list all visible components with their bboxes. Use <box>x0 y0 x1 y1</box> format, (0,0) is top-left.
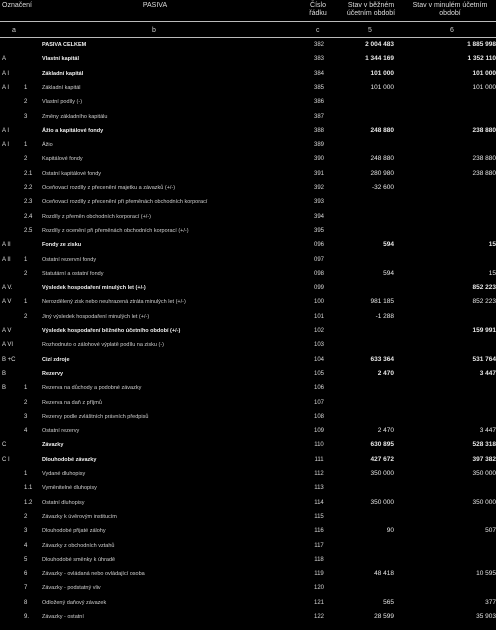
row-number: 122 <box>313 614 324 620</box>
row-previous-value: 507 <box>485 527 496 535</box>
table-row <box>0 496 496 510</box>
row-number: 109 <box>313 428 324 435</box>
row-label: Jiný výsledek hospodaření minulých let (+/-) <box>42 313 150 320</box>
table-row <box>0 181 496 195</box>
row-subdesignation: 2.5 <box>24 227 33 234</box>
table-row <box>0 596 496 610</box>
row-subdesignation: 2 <box>24 99 28 106</box>
row-label: Závazky <box>42 442 64 449</box>
row-previous-value: 15 <box>488 241 496 249</box>
row-number: 112 <box>314 471 324 477</box>
row-previous-value: 238 880 <box>472 155 496 163</box>
row-number: 386 <box>313 99 324 106</box>
row-current-value: 248 880 <box>370 126 394 134</box>
row-previous-value: 159 991 <box>472 327 496 334</box>
row-label: Výsledek hospodaření minulých let (+/-) <box>42 285 146 292</box>
row-current-value: 90 <box>386 527 394 535</box>
row-label: Statutární a ostatní fondy <box>42 270 104 277</box>
row-label: PASIVA CELKEM <box>42 42 87 48</box>
row-previous-value: 350 000 <box>472 470 496 477</box>
row-previous-value: 852 223 <box>472 298 496 306</box>
sub-b: b <box>152 27 156 34</box>
row-number: 389 <box>313 142 324 149</box>
row-number: 395 <box>313 227 324 234</box>
row-number: 096 <box>313 242 324 249</box>
row-label: Oceňovací rozdíly z přecenění při přeměnách obchodních korporací <box>42 199 208 206</box>
row-label: Kapitálové fondy <box>42 156 83 163</box>
table-row <box>0 581 496 595</box>
table-row <box>0 167 496 181</box>
row-current-value: 280 980 <box>370 169 394 177</box>
row-label: Dlouhodobé směnky k úhradě <box>42 556 116 563</box>
row-previous-value: 101 000 <box>472 83 496 91</box>
table-row <box>0 396 496 410</box>
table-row <box>0 510 496 524</box>
row-number: 120 <box>313 585 324 592</box>
row-subdesignation: 2.3 <box>24 199 33 206</box>
table-row <box>0 81 496 95</box>
row-subdesignation: 1 <box>24 256 28 263</box>
row-number: 390 <box>313 156 324 163</box>
row-previous-value: 377 <box>485 598 496 606</box>
row-subdesignation: 3 <box>24 528 28 535</box>
row-designation: C I <box>2 456 10 463</box>
table-row <box>0 610 496 624</box>
table-row <box>0 238 496 252</box>
table-row <box>0 195 496 209</box>
table-row <box>0 52 496 66</box>
table-row <box>0 224 496 238</box>
row-number: 113 <box>314 485 324 492</box>
row-previous-value: 852 223 <box>472 284 496 292</box>
sub-a: a <box>12 27 16 34</box>
row-designation: A I <box>2 142 10 149</box>
row-label: Ážio a kapitálové fondy <box>42 127 104 134</box>
row-current-value: 2 470 <box>377 427 394 435</box>
row-number: 387 <box>313 113 324 120</box>
table-row <box>0 453 496 467</box>
table-row <box>0 38 496 52</box>
table-row <box>0 67 496 81</box>
row-label: Závazky - ovládaná nebo ovládající osoba <box>42 571 145 578</box>
row-subdesignation: 2 <box>24 513 28 520</box>
row-number: 391 <box>313 170 324 177</box>
row-number: 107 <box>313 399 324 406</box>
sub-5: 5 <box>368 27 372 34</box>
row-number: 394 <box>313 213 324 220</box>
row-label: Závazky z obchodních vztahů <box>42 542 115 549</box>
row-number: 114 <box>314 499 324 506</box>
table-row <box>0 353 496 367</box>
row-number: 103 <box>313 342 324 349</box>
sub-c: c <box>316 27 320 34</box>
sub-6: 6 <box>450 27 454 34</box>
row-previous-value: 3 447 <box>479 427 496 435</box>
row-number: 111 <box>314 456 324 463</box>
row-label: Oceňovací rozdíly z přecenění majetku a závazků (+/-) <box>42 185 176 191</box>
row-subdesignation: 9. <box>24 614 30 620</box>
row-subdesignation: 1.2 <box>24 499 33 506</box>
row-designation: C <box>2 442 7 449</box>
row-number: 117 <box>314 542 324 549</box>
row-subdesignation: 7 <box>24 585 28 592</box>
row-current-value: 633 364 <box>370 355 394 363</box>
row-number: 388 <box>313 127 324 134</box>
row-subdesignation: 4 <box>24 542 28 549</box>
row-current-value: 2 470 <box>377 369 394 377</box>
row-label: Ážio <box>42 142 53 149</box>
row-number: 101 <box>313 313 324 320</box>
header-rule-top <box>0 21 496 22</box>
row-number: 106 <box>313 385 324 392</box>
table-row <box>0 267 496 281</box>
table-row <box>0 438 496 452</box>
row-designation: A <box>2 56 7 63</box>
row-number: 119 <box>314 571 324 578</box>
row-subdesignation: 4 <box>24 428 28 435</box>
row-number: 116 <box>314 528 324 535</box>
col-title-header: PASIVA <box>142 2 168 9</box>
row-current-value: 350 000 <box>370 470 394 477</box>
row-subdesignation: 2.1 <box>24 170 33 177</box>
row-subdesignation: 2.2 <box>24 185 33 191</box>
row-previous-value: 35 903 <box>476 613 496 620</box>
row-designation: A V. <box>2 285 13 292</box>
table-row <box>0 424 496 438</box>
table-row <box>0 481 496 495</box>
row-subdesignation: 2.4 <box>24 213 33 220</box>
table-row <box>0 324 496 338</box>
row-previous-value: 101 000 <box>472 69 496 77</box>
table-row <box>0 467 496 481</box>
row-current-value: 2 004 483 <box>365 41 394 48</box>
row-label: Výsledek hospodaření běžného účetního období (+/-) <box>42 328 181 334</box>
col-row-no-header: Číslo řádku <box>309 2 327 17</box>
row-label: Vydané dluhopisy <box>42 471 86 477</box>
row-previous-value: 238 880 <box>472 169 496 177</box>
row-current-value: -32 600 <box>371 184 394 191</box>
row-current-value: 101 000 <box>370 83 394 91</box>
row-subdesignation: 1 <box>24 142 28 149</box>
row-current-value: 28 599 <box>374 613 394 620</box>
row-subdesignation: 2 <box>24 313 28 320</box>
row-label: Ostatní dluhopisy <box>42 499 85 506</box>
table-row <box>0 110 496 124</box>
row-designation: A V <box>2 328 12 334</box>
row-designation: A II <box>2 256 11 263</box>
row-designation: B <box>2 385 7 392</box>
row-designation: B <box>2 370 7 377</box>
row-number: 392 <box>313 185 324 191</box>
row-label: Rezervy podle zvláštních právních předpisů <box>42 413 149 420</box>
row-label: Vyměnitelné dluhopisy <box>42 485 97 492</box>
row-label: Vlastní kapitál <box>42 56 79 63</box>
table-row <box>0 152 496 166</box>
row-current-value: 101 000 <box>370 69 394 77</box>
row-designation: A I <box>2 84 10 91</box>
row-subdesignation: 6 <box>24 571 28 578</box>
row-number: 099 <box>313 285 324 292</box>
row-number: 105 <box>313 370 324 377</box>
row-subdesignation: 2 <box>24 270 28 277</box>
row-number: 383 <box>313 56 324 63</box>
row-subdesignation: 1 <box>24 84 28 91</box>
table-row <box>0 281 496 295</box>
row-label: Fondy ze zisku <box>42 242 82 249</box>
row-label: Cizí zdroje <box>42 356 70 363</box>
row-previous-value: 350 000 <box>472 498 496 506</box>
row-label: Změny základního kapitálu <box>42 113 108 120</box>
row-label: Závazky k úvěrovým institucím <box>42 513 117 520</box>
row-previous-value: 238 880 <box>472 126 496 134</box>
row-subdesignation: 2 <box>24 399 28 406</box>
table-row <box>0 138 496 152</box>
row-label: Základní kapitál <box>42 84 81 91</box>
row-label: Ostatní kapitálové fondy <box>42 170 102 177</box>
table-row <box>0 567 496 581</box>
row-label: Rezerva na důchody a podobné závazky <box>42 385 142 392</box>
row-label: Nerozdělený zisk nebo neuhrazená ztráta minulých let (+/-) <box>42 299 186 306</box>
table-row <box>0 253 496 267</box>
row-subdesignation: 1.1 <box>24 485 33 492</box>
row-number: 115 <box>314 513 324 520</box>
row-previous-value: 531 764 <box>472 355 496 363</box>
row-number: 102 <box>313 328 324 334</box>
row-number: 110 <box>314 442 324 449</box>
row-label: Odložený daňový závazek <box>42 599 107 606</box>
row-number: 097 <box>313 256 324 263</box>
table-row <box>0 95 496 109</box>
table-row <box>0 338 496 352</box>
row-subdesignation: 1 <box>24 385 28 392</box>
table-row <box>0 381 496 395</box>
table-row <box>0 367 496 381</box>
row-label: Rezerva na daň z příjmů <box>42 399 102 406</box>
col-current-header: Stav v běžném účetním období <box>346 2 396 17</box>
row-previous-value: 3 447 <box>479 369 496 377</box>
row-current-value: 630 895 <box>370 441 394 449</box>
row-number: 118 <box>314 556 324 563</box>
row-label: Závazky - ostatní <box>42 614 84 620</box>
row-current-value: 594 <box>383 269 394 277</box>
row-label: Základní kapitál <box>42 70 84 77</box>
row-label: Rozdíly z ocenění při přeměnách obchodních korporací (+/-) <box>42 227 189 234</box>
row-label: Ostatní rezervní fondy <box>42 256 97 263</box>
row-number: 098 <box>313 270 324 277</box>
row-current-value: 1 344 169 <box>365 55 394 63</box>
table-row <box>0 410 496 424</box>
row-number: 100 <box>313 299 324 306</box>
row-subdesignation: 3 <box>24 413 28 420</box>
row-label: Rezervy <box>42 370 64 377</box>
table-row <box>0 124 496 138</box>
row-current-value: -1 288 <box>375 312 394 320</box>
row-number: 108 <box>313 413 324 420</box>
row-previous-value: 1 352 110 <box>467 55 496 63</box>
row-number: 393 <box>313 199 324 206</box>
row-label: Dlouhodobé závazky <box>42 456 97 463</box>
row-number: 121 <box>313 599 324 606</box>
row-number: 104 <box>313 356 324 363</box>
row-designation: A VI <box>2 342 14 349</box>
table-row <box>0 295 496 309</box>
row-current-value: 248 880 <box>370 155 394 163</box>
row-subdesignation: 8 <box>24 599 28 606</box>
row-designation: A I <box>2 70 10 77</box>
row-number: 384 <box>313 70 324 77</box>
row-previous-value: 15 <box>488 269 496 277</box>
table-row <box>0 310 496 324</box>
row-label: Vlastní podíly (-) <box>42 99 83 106</box>
row-label: Závazky - podstatný vliv <box>42 585 101 592</box>
row-subdesignation: 3 <box>24 113 28 120</box>
row-subdesignation: 1 <box>24 471 28 477</box>
col-label-header: Označení <box>2 2 32 9</box>
table-row <box>0 539 496 553</box>
row-current-value: 48 418 <box>374 570 394 578</box>
row-previous-value: 1 885 998 <box>467 41 496 48</box>
row-label: Dlouhodobé přijaté zálohy <box>42 528 106 535</box>
row-label: Rozdíly z přeměn obchodních korporací (+/-) <box>42 213 151 220</box>
row-designation: B +C <box>2 356 16 363</box>
row-label: Rozhodnuto o zálohové výplatě podílu na zisku (-) <box>42 342 164 349</box>
row-previous-value: 397 382 <box>472 455 496 463</box>
table-row <box>0 553 496 567</box>
row-subdesignation: 5 <box>24 556 28 563</box>
table-row <box>0 210 496 224</box>
row-previous-value: 10 595 <box>476 570 496 578</box>
row-number: 385 <box>313 84 324 91</box>
table-row <box>0 524 496 538</box>
row-current-value: 565 <box>383 598 394 606</box>
row-current-value: 427 672 <box>370 455 394 463</box>
row-designation: A V <box>2 299 12 306</box>
row-label: Ostatní rezervy <box>42 428 80 435</box>
row-subdesignation: 1 <box>24 299 28 306</box>
row-current-value: 350 000 <box>370 498 394 506</box>
row-designation: A I <box>2 127 10 134</box>
col-previous-header: Stav v minulém účetním období <box>412 2 488 17</box>
row-current-value: 594 <box>383 241 394 249</box>
row-current-value: 981 185 <box>370 298 394 306</box>
row-previous-value: 528 318 <box>472 441 496 449</box>
row-designation: A II <box>2 242 11 249</box>
row-subdesignation: 2 <box>24 156 28 163</box>
row-number: 382 <box>313 42 324 48</box>
